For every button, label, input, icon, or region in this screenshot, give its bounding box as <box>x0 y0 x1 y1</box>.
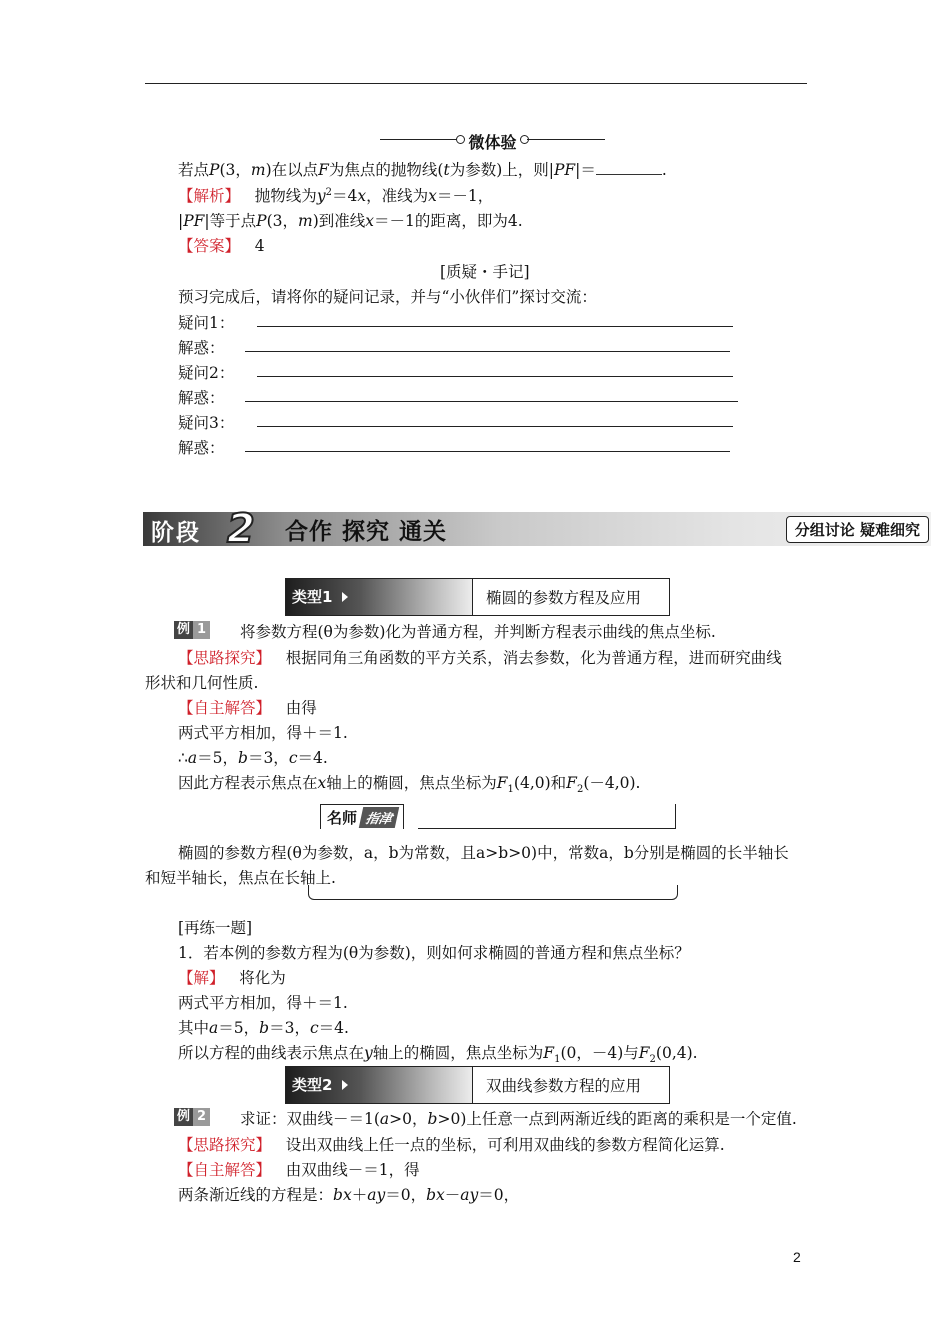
practice-question: 1．若本例的参数方程为(θ为参数)，则如何求椭圆的普通方程和焦点坐标？ <box>178 944 690 962</box>
example-1-step1: 两式平方相加，得＋＝1. <box>178 724 348 742</box>
example-2-step1: 两条渐近线的方程是：bx＋ay＝0，bx－ay＝0， <box>178 1186 520 1204</box>
note-write-line[interactable] <box>245 351 730 352</box>
notes-row-label: 解惑： <box>178 389 225 407</box>
type-label: 类型2 <box>292 1076 333 1094</box>
stage-title: 合作 探究 通关 <box>285 519 448 545</box>
guide-text-2: 和短半轴长，焦点在长轴上. <box>145 869 336 887</box>
type-box-2 <box>285 1066 670 1104</box>
notes-row-label: 疑问2： <box>178 364 235 382</box>
guide-tab: 名师 指津 <box>320 804 404 829</box>
note-write-line[interactable] <box>245 401 738 402</box>
practice-solution: 【解】 将化为 <box>178 969 286 987</box>
notes-row-label: 解惑： <box>178 439 225 457</box>
example-1-step3: 因此方程表示焦点在x轴上的椭圆，焦点坐标为$F_1(4,0)$和$F_2(-4,0)$. <box>178 774 641 796</box>
analysis-label: 【解析】 <box>178 187 241 205</box>
practice-title: [再练一题] <box>178 919 253 937</box>
notes-row-label: 疑问1： <box>178 314 235 332</box>
type-label: 类型1 <box>292 588 333 606</box>
example-1-approach-cont: 形状和几何性质. <box>145 674 259 692</box>
example-marker-2: 例 2 <box>174 1106 210 1124</box>
guide-text-1: 椭圆的参数方程(θ为参数，a，b为常数，且a>b>0)中，常数a，b分别是椭圆的长半轴长 <box>178 844 789 862</box>
section-title-text: 微体验 <box>468 133 517 152</box>
example-2-solution: 【自主解答】 由双曲线－＝1，得 <box>178 1161 420 1179</box>
guide-right-rule <box>675 804 676 828</box>
arrow-right-icon <box>342 592 348 602</box>
example-1-approach: 【思路探究】 根据同角三角函数的平方关系，消去参数，化为普通方程，进而研究曲线 <box>178 649 782 667</box>
example-2-approach: 【思路探究】 设出双曲线上任一点的坐标，可利用双曲线的参数方程简化运算. <box>178 1136 725 1154</box>
example-1-question: 将参数方程(θ为参数)化为普通方程，并判断方程表示曲线的焦点坐标. <box>240 623 716 641</box>
practice-step2: 其中a＝5，b＝3，c＝4. <box>178 1019 349 1037</box>
mini-question: 若点P(3，m)在以点F为焦点的抛物线(t为参数)上，则|PF|＝ . <box>178 161 667 179</box>
example-2-question: 求证：双曲线－＝1(a>0，b>0)上任意一点到两渐近线的距离的乘积是一个定值. <box>240 1110 797 1128</box>
example-1-step2: ∴a＝5，b＝3，c＝4. <box>178 749 328 767</box>
title-rule-right <box>527 139 605 140</box>
guide-top-rule <box>418 828 676 829</box>
practice-step3: 所以方程的曲线表示焦点在y轴上的椭圆，焦点坐标为$F_1(0$，－4)与$F_2(0,4)$. <box>178 1044 698 1066</box>
note-write-line[interactable] <box>257 326 733 327</box>
page-number: 2 <box>793 1249 801 1265</box>
example-1-solution: 【自主解答】 由得 <box>178 699 317 717</box>
type-name: 双曲线参数方程的应用 <box>486 1077 642 1095</box>
notes-title: [质疑・手记] <box>440 263 530 281</box>
mini-analysis-line1: 【解析】 抛物线为$y^2=4x$，准线为x＝－1， <box>178 186 494 205</box>
type-label-bg <box>286 579 473 615</box>
note-write-line[interactable] <box>245 451 730 452</box>
notes-row-label: 解惑： <box>178 339 225 357</box>
practice-step1: 两式平方相加，得＋＝1. <box>178 994 348 1012</box>
type-box-1 <box>285 578 670 616</box>
stage-tag: 分组讨论 疑难细究 <box>786 516 929 543</box>
note-write-line[interactable] <box>257 426 733 427</box>
stage-banner <box>143 506 931 552</box>
stage-label: 阶段 <box>151 520 201 546</box>
example-marker-1: 例 1 <box>174 619 210 637</box>
section-title-mini <box>380 130 605 150</box>
arrow-right-icon <box>342 1080 348 1090</box>
note-write-line[interactable] <box>257 376 733 377</box>
type-name: 椭圆的参数方程及应用 <box>486 589 642 607</box>
type-label-bg <box>286 1067 473 1103</box>
mini-analysis-line2: |PF|等于点P(3，m)到准线x＝－1的距离，即为4. <box>178 212 523 230</box>
guide-bottom-bracket <box>308 885 678 900</box>
answer-blank <box>596 160 662 175</box>
notes-row-label: 疑问3： <box>178 414 235 432</box>
stage-number: 2 <box>227 506 255 552</box>
notes-intro: 预习完成后，请将你的疑问记录，并与“小伙伴们”探讨交流： <box>178 288 597 306</box>
answer-label: 【答案】 <box>178 237 241 255</box>
mini-answer: 【答案】 4 <box>178 237 265 255</box>
header-rule <box>145 83 807 84</box>
